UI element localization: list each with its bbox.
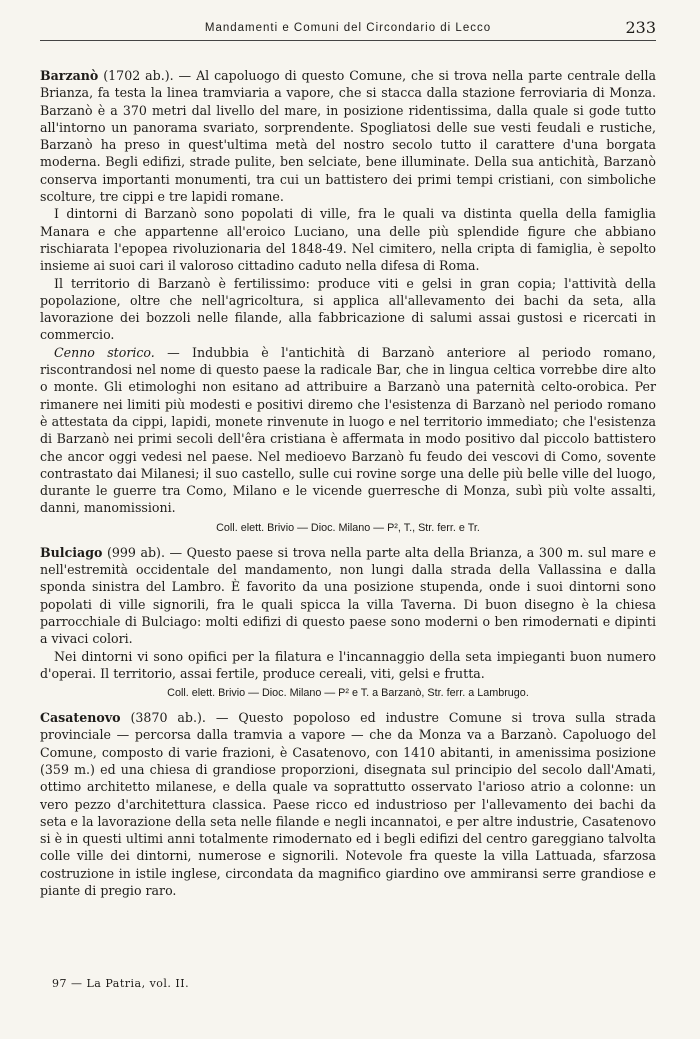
entry-title-barzano: Barzanò — [40, 68, 99, 83]
page-header — [40, 0, 656, 41]
entry-bulciago-p1: Bulciago (999 ab). — Questo paese si trova nella parte alta della Brianza, a 300 m. sul mare e nell'estremità occidentale del mandamento, non lungi dalla strada della Vallassina e dalla sponda sinistra del Lambro. È favorito da una posizione stupenda, onde i suoi dintorni sono popolati di ville signorili, fra le quali spicca la villa Taverna. Di buon disegno è la chiesa parrocchiale di Bulciago: molti edifizi di questo paese sono moderni o ben rimodernati e dipinti a vivaci colori. — [40, 544, 656, 647]
entry-barzano-p1: Barzanò (1702 ab.). — Al capoluogo di questo Comune, che si trova nella parte centrale della Brianza, fa testa la linea tramviaria a vapore, che si stacca dalla stazione ferroviaria di Monza. Barzanò è a 370 metri dal livello del mare, in posizione ridentissima, dalla quale si gode tutto all'intorno un panorama svariato, sorprendente. Spogliatosi delle sue vesti feudali e rustiche, Barzanò ha preso in quest'ultima metà del nostro secolo tutto il carattere d'una borgata moderna. Begli edifizi, strade pulite, ben selciate, bene illuminate. Della sua antichità, Barzanò conserva importanti monumenti, tra cui un battistero dei primi tempi cristiani, con simboliche scolture, tre cippi e tre lapidi romane. — [40, 68, 656, 205]
page-content — [40, 41, 656, 899]
history-heading: Cenno storico. — [54, 344, 155, 360]
entry-bulciago-p2: Nei dintorni vi sono opifici per la filatura e l'incannaggio della seta impieganti buon numero d'operai. Il territorio, assai fertile, produce cereali, viti, gelsi e frutta. — [40, 648, 656, 681]
entry-barzano-history — [40, 344, 656, 517]
document-page — [40, 0, 656, 899]
entry-title-casatenovo: Casatenovo — [40, 710, 121, 726]
history-text: — Indubbia è l'antichità di Barzanò anteriore al periodo romano, riscontrandosi nel nome di questo paese la radicale Bar, che in lingua celtica vorrebbe dire alto o monte. Gli etimologhi non esitano ad attribuire a Barzanò una paternità celto-orobica. Per rimanere nei limiti più modesti e positivi diremo che l'esistenza di Barzanò nel periodo romano è attestata da cippi, lapidi, monete rinvenute in luogo e nel territorio immediato; che l'esistenza di Barzanò nei primi secoli dell'êra cristiana è affermata in modo positivo dal piccolo battistero che ancor oggi vedesi nel paese. Nel medioevo Barzanò fu feudo dei vescovi di Como, sovente contrastato dai Milanesi; il suo castello, sulle cui rovine sorge una delle più belle ville del luogo, durante le guerre tra Como, Milano e le vicende guerresche di Monza, subì più volte assalti, danni, manomissioni. — [40, 344, 656, 516]
entry-barzano-p3: Il territorio di Barzanò è fertilissimo: produce viti e gelsi in gran copia; l'attività della popolazione, oltre che nell'agricoltura, si applica all'allevamento dei bachi da seta, alla lavorazione dei bozzoli nelle filande, alla fabbricazione di salumi assai gustosi e ricercati in commercio. — [40, 275, 656, 343]
entry-barzano-p2: I dintorni di Barzanò sono popolati di ville, fra le quali va distinta quella della famiglia Manara e che appartenne all'eroico Luciano, una delle più splendide figure che abbiano rischiarata l'epopea rivoluzionaria del 1848-49. Nel cimitero, nella cripta di famiglia, è sepolto insieme ai suoi cari il valoroso cittadino caduto nella difesa di Roma. — [40, 206, 656, 274]
entry-bulciago-note: Coll. elett. Brivio — Dioc. Milano — P² e T. a Barzanò, Str. ferr. a Lambrugo. — [167, 687, 529, 700]
page-number: 233 — [625, 18, 656, 37]
entry-barzano-note: Coll. elett. Brivio — Dioc. Milano — P², T., Str. ferr. e Tr. — [216, 521, 480, 534]
running-title: Mandamenti e Comuni del Circondario di Lecco — [204, 22, 492, 34]
entry-casatenovo-p1: Casatenovo (3870 ab.). — Questo popoloso ed industre Comune si trova sulla strada provinciale — percorsa dalla tramvia a vapore — che da Monza va a Barzanò. Capoluogo del Comune, composto di varie frazioni, è Casatenovo, con 1410 abitanti, in amenissima posizione (359 m.) ed una chiesa di grandiose proporzioni, disegnata sul principio del secolo dall'Amati, ottimo architetto milanese, e della quale va soprattutto osservato l'arioso atrio a colonne: un vero pezzo d'architettura classica. Paese ricco ed industrioso per l'allevamento dei bachi da seta e la lavorazione della seta nelle filande e negli incannatoi, e per altre industrie, Casatenovo si è in questi ultimi anni totalmente rimodernato ed i begli edifizi del centro gareggiano talvolta colle ville dei dintorni, numerose e signorili. Notevole fra queste la villa Lattuada, sfarzosa costruzione in istile inglese, circondata da magnifico giardino ove ammiransi serre grandiose e piante di pregio raro. — [40, 710, 656, 899]
page-footer: 97 — La Patria, vol. II. — [52, 977, 190, 990]
entry-title-bulciago: Bulciago — [40, 544, 103, 560]
